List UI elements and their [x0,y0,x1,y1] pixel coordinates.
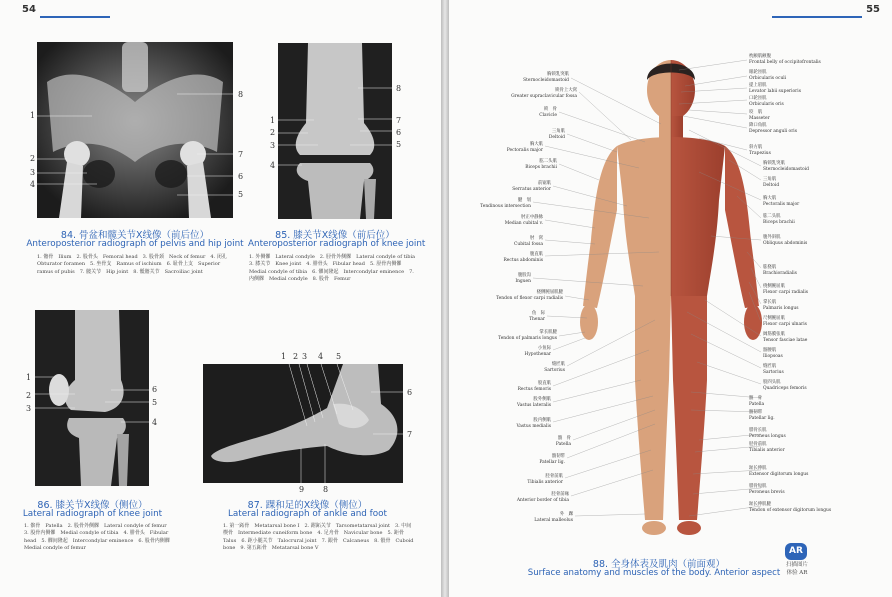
anat-right-18: 缝匠肌 Sartorius [763,364,784,375]
fig85-title-zh: 85. 膝关节X线像（前后位） [275,230,395,241]
anat-right-1: 眼轮匝肌 Orbicularis oculi [749,70,787,81]
fig85-legend: 1. 外侧髁 Lateral condyle 2. 胫骨外侧髁 Lateral condyle of tibia 3. 膝关节 Knee joint 4. 腓骨头 Fibular head 5. 胫骨内侧髁 Medial condyle of tibia 6. 髁间隆起 Intercondylar eminence 7. 内侧髁 Medial condyle 8. 股骨 Femur [249,254,421,282]
anat-right-3: 口轮匝肌 Orbicularis oris [749,96,784,107]
fig87-label-8: 8 [323,485,329,494]
fig84-title-zh: 84. 骨盆和髋关节X线像（前后位） [60,230,210,241]
anat-left-7: 腱 划 Tendinous intersection [480,198,531,209]
anat-left-12: 桡侧腕屈肌腱 Tendon of flexor carpi radialis [496,290,563,301]
fig86-label-4: 4 [152,418,158,427]
fig86-title-zh: 86. 膝关节X线像（侧位） [37,500,148,511]
fig85-label-8: 8 [396,84,402,93]
anat-right-9: 胸大肌 Pectoralis major [763,196,800,207]
anat-left-1: 锁骨上大窝 Greater supraclavicular fossa [511,88,577,99]
anat-left-8: 肘正中静脉 Median cubital v. [504,215,543,226]
anat-right-6: 斜方肌 Trapezius [749,145,771,156]
fig87-label-9: 9 [299,485,305,494]
fig84-label-3: 3 [30,168,36,177]
anat-left-13: 鱼 际 Thenar [529,311,545,322]
pelvis-radiograph [37,42,233,218]
anat-right-22: 腓骨长肌 Peroneus longus [749,428,786,439]
anat-left-19: 股内侧肌 Vastus medialis [516,418,551,429]
fig84-label-2: 2 [30,154,36,163]
anat-right-0: 枕额肌额腹 Frontal belly of occipitofrontalis [749,54,821,65]
fig87-label-1: 1 [281,352,287,361]
fig84-label-6: 6 [238,172,244,181]
fig87-label-3: 3 [302,352,308,361]
anat-right-14: 掌长肌 Palmaris longus [763,300,799,311]
anat-right-26: 趾长伸肌腱 Tendon of extensor digitorum longus [749,502,832,513]
fig85-label-5: 5 [396,140,402,149]
fig84-title-en: Anteroposterior radiograph of pelvis and hip joint [26,239,244,249]
fig87-label-2: 2 [293,352,299,361]
anat-left-2: 锁 骨 Clavicle [539,107,557,118]
anat-right-21: 髌韧带 Patellar lig. [749,410,775,421]
anat-right-2: 提上唇肌 Levator labii superioris [749,83,801,94]
fig87-label-6: 6 [407,388,413,397]
anat-left-24: 外 踝 Lateral malleolus [534,512,573,523]
fig87-title-en: Lateral radiograph of ankle and foot [227,509,387,519]
ankle-foot-radiograph [203,364,403,483]
fig86-label-5: 5 [152,398,158,407]
header-rule-left [40,16,110,18]
page-number-right: 55 [866,4,880,15]
fig84-label-7: 7 [238,150,244,159]
anat-left-20: 髌 骨 Patella [555,436,571,447]
fig87-label-7: 7 [407,430,413,439]
fig87-label-4: 4 [318,352,324,361]
anat-right-20: 髌 骨 Patella [749,396,765,407]
anat-left-15: 小鱼际 Hypothenar [524,346,551,357]
anat-left-17: 股直肌 Rectus femoris [517,381,551,392]
fig86-legend: 1. 髌骨 Patella 2. 股骨外侧髁 Lateral condyle of femur 3. 股骨内侧髁 Medial condyle of tibia 4. 腓骨头 Fibular head 5. 髁间隆起 Intercondylar eminence 6. 股骨内侧髁 Medial condyle of femur [24,523,175,551]
knee-lateral-radiograph [35,310,149,486]
anat-left-9: 肘 窝 Cubital fossa [514,236,543,247]
fig84-label-5: 5 [238,190,244,199]
book-gutter [441,0,449,597]
fig86-label-2: 2 [26,391,32,400]
anat-right-13: 桡侧腕屈肌 Flexor carpi radialis [763,284,809,295]
anat-right-5: 降口角肌 Depressor anguli oris [749,123,797,134]
ar-badge-icon[interactable]: AR [785,543,807,560]
anat-left-14: 掌长肌腱 Tendon of palmaris longus [498,330,557,341]
fig88-title-en: Surface anatomy and muscles of the body. Anterior aspect [527,568,781,578]
anat-right-7: 胸锁乳突肌 Sternocleidomastoid [763,161,809,172]
fig86-title-en: Lateral radiograph of knee joint [22,509,163,519]
anat-right-11: 腹外斜肌 Obliquus abdominis [763,235,808,246]
fig86-label-3: 3 [26,404,32,413]
anat-left-3: 三角肌 Deltoid [548,129,565,140]
fig85-label-7: 7 [396,116,402,125]
anat-left-22: 胫骨前肌 Tibialis anterior [527,474,563,485]
anat-left-4: 胸大肌 Pectoralis major [506,142,543,153]
fig87-label-5: 5 [336,352,342,361]
fig85-label-3: 3 [270,141,276,150]
fig84-label-1: 1 [30,111,36,120]
anat-left-10: 腹直肌 Rectus abdominis [503,252,543,263]
anat-right-15: 尺侧腕屈肌 Flexor carpi ulnaris [763,316,807,327]
fig87-title-zh: 87. 踝和足的X线像（侧位） [247,500,368,511]
anat-right-19: 股四头肌 Quadriceps femoris [763,380,807,391]
anat-left-6: 前锯肌 Serratus anterior [512,181,551,192]
anat-right-10: 肱二头肌 Biceps brachii [763,214,795,225]
fig84-label-4: 4 [30,180,36,189]
anat-right-4: 咬 肌 Masseter [749,110,770,121]
anat-left-23: 胫骨前缘 Anterior border of tibia [516,492,569,503]
anat-right-16: 阔筋膜张肌 Tensor fasciae latae [763,332,808,343]
anat-right-25: 腓骨短肌 Peroneus brevis [749,484,785,495]
fig85-label-6: 6 [396,128,402,137]
fig85-title-en: Anteroposterior radiograph of knee joint [248,239,426,249]
knee-ap-radiograph [278,43,392,219]
left-page [0,0,441,597]
anat-right-8: 三角肌 Deltoid [763,177,780,188]
fig88-title-zh: 88. 全身体表及肌肉（前面观） [592,559,726,570]
anat-right-24: 趾长伸肌 Extensor digitorum longus [749,466,809,477]
anat-right-12: 肱桡肌 Brachioradialis [763,265,797,276]
anat-left-0: 胸锁乳突肌 Sternocleidomastoid [523,72,569,83]
fig85-label-1: 1 [270,116,276,125]
ar-caption: 扫描图片 体验 AR [785,562,808,576]
fig84-label-8: 8 [238,90,244,99]
fig84-legend: 1. 髂骨 Ilium 2. 股骨头 Femoral head 3. 股骨颈 Neck of femur 4. 闭孔 Obturator foramen 5. 坐骨支 Ramus of ischium 6. 耻骨上支 Superior ramus of pubis 7. 髋关节 Hip joint 8. 骶髂关节 Sacroiliac joint [37,254,232,275]
right-page [449,0,892,597]
anat-left-11: 腹股沟 Inguen [515,273,531,284]
fig86-label-6: 6 [152,385,158,394]
anat-right-17: 髂腰肌 Iliopsoas [763,348,783,359]
fig85-label-4: 4 [270,161,276,170]
page-number-left: 54 [22,4,36,15]
anat-left-18: 股外侧肌 Vastus lateralis [516,397,551,408]
fig86-label-1: 1 [26,373,32,382]
anat-right-23: 胫骨前肌 Tibialis anterior [749,442,785,453]
anat-left-21: 髌韧带 Patellar lig. [539,454,565,465]
anat-left-5: 肱二头肌 Biceps brachii [525,159,557,170]
fig87-legend: 1. 第一跖骨 Metatarsal bone I 2. 跗跖关节 Tarsometatarsal joint 3. 中间楔骨 Intermediate cuneiform bone 4. 足舟骨 Navicular bone 5. 距骨 Talus 6. 距小腿关节 Talocrural joint 7. 跟骨 Calcaneus 8. 骰骨 Cuboid bone 9. 第五跖骨 Metatarsal bone V [223,523,414,551]
anat-left-16: 缝匠肌 Sartorius [544,362,565,373]
fig85-label-2: 2 [270,128,276,137]
